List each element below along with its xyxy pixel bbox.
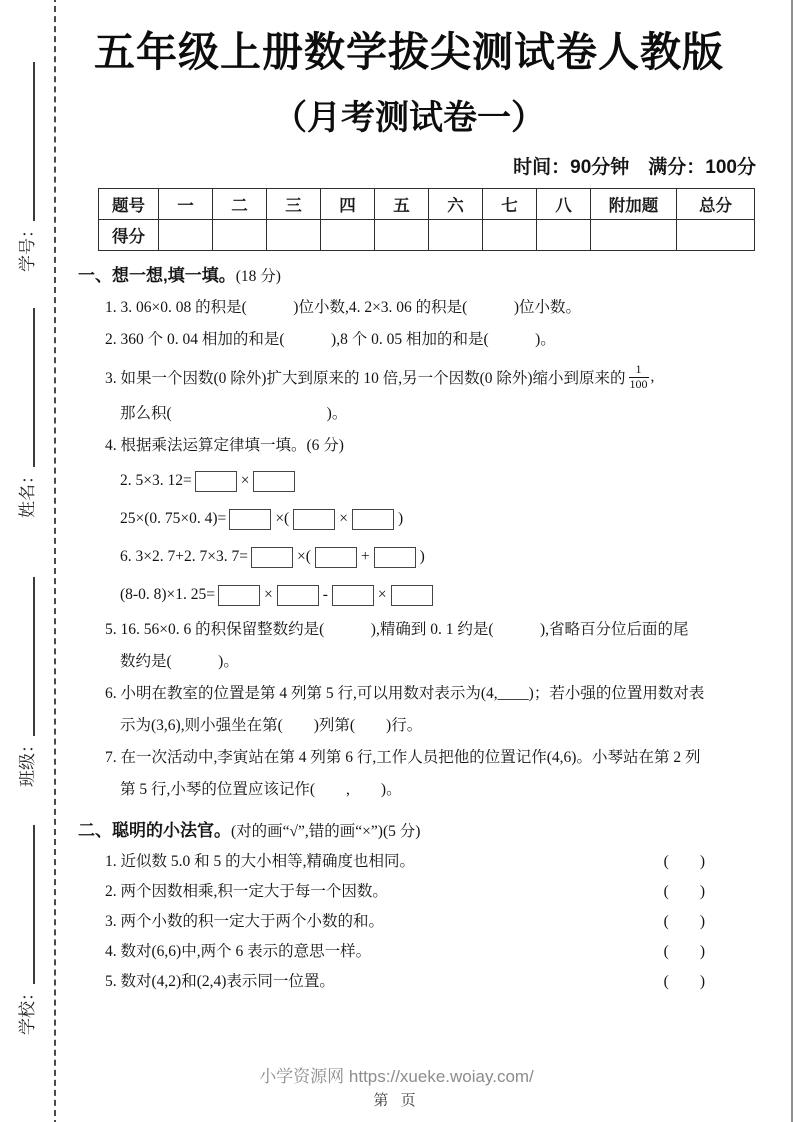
answer-box (277, 585, 319, 606)
fraction-numerator: 1 (635, 361, 642, 376)
fraction-denominator: 100 (629, 376, 648, 391)
student-name-field (14, 308, 38, 518)
true-false-text: 3. 两个小数的积一定大于两个小数的和。 (105, 913, 385, 930)
question-1: 1. 3. 06×0. 08 的积是( )位小数,4. 2×3. 06 的积是( )位小数。 (105, 299, 582, 316)
question-4: 4. 根据乘法运算定律填一填。(6 分) (105, 437, 344, 454)
question-3-line-2: 那么积( )。 (120, 405, 348, 422)
score-table-header-cell: 六 (429, 189, 483, 220)
equation-1-lhs: 2. 5×3. 12= (120, 472, 192, 489)
answer-box (251, 547, 293, 568)
true-false-answer-blank: ( ) (663, 913, 705, 930)
equation-3-operator-3: ) (419, 548, 425, 565)
score-cell-empty (321, 220, 375, 251)
score-table-header-cell: 附加题 (591, 189, 677, 220)
time-and-score-note: 时间：90分钟 满分：100分 (513, 157, 756, 178)
equation-3-lhs: 6. 3×2. 7+2. 7×3. 7= (120, 548, 248, 565)
answer-box (293, 509, 335, 530)
section-1-title: 一、想一想,填一填。 (78, 266, 236, 285)
score-cell-empty (213, 220, 267, 251)
score-cell-empty (591, 220, 677, 251)
question-6-line-2: 示为(3,6),则小强坐在第( )列第( )行。 (120, 717, 423, 734)
true-false-item-5 (105, 967, 705, 997)
true-false-item-1 (105, 847, 705, 877)
equation-2-operator-3: ) (397, 510, 404, 527)
source-site-text: 小学资源网 https://xueke.woiay.com/ (259, 1067, 534, 1086)
equation-2-operator-2: × (339, 510, 348, 527)
question-3-line-1 (105, 356, 760, 398)
answer-box (218, 585, 260, 606)
question-7-line-2: 第 5 行,小琴的位置应该记作( , )。 (120, 781, 402, 798)
answer-box (229, 509, 271, 530)
score-table-header-cell: 七 (483, 189, 537, 220)
class-label: 班级： (18, 736, 37, 787)
paper-subtitle: （月考测试卷一） (273, 99, 545, 137)
score-table (98, 188, 755, 251)
equation-2-operator-1: ×( (275, 510, 290, 527)
question-3-comma: , (650, 368, 655, 385)
equation-2-lhs: 25×(0. 75×0. 4)= (120, 510, 227, 527)
question-3-text: 3. 如果一个因数(0 除外)扩大到原来的 10 倍,另一个因数(0 除外)缩小到原来的 (105, 370, 626, 387)
score-table-header-cell: 五 (375, 189, 429, 220)
paper-content (58, 0, 760, 997)
score-table-header-cell: 题号 (99, 189, 159, 220)
answer-box (195, 471, 237, 492)
score-table-header-cell: 八 (537, 189, 591, 220)
score-table-score-row (99, 220, 755, 251)
equation-4-operator-3: × (377, 586, 387, 603)
equation-4 (120, 576, 760, 614)
score-table-header-row (99, 189, 755, 220)
fraction-1-over-100 (629, 363, 649, 392)
answer-box (352, 509, 394, 530)
answer-box (253, 471, 295, 492)
score-table-header-cell: 三 (267, 189, 321, 220)
true-false-text: 2. 两个因数相乘,积一定大于每一个因数。 (105, 883, 388, 900)
true-false-text: 5. 数对(4,2)和(2,4)表示同一位置。 (105, 973, 335, 990)
equation-4-lhs: (8-0. 8)×1. 25= (120, 586, 215, 603)
student-number-field (14, 62, 38, 272)
paper-title: 五年级上册数学拔尖测试卷人教版 (94, 29, 724, 75)
true-false-item-2 (105, 877, 705, 907)
question-2: 2. 360 个 0. 04 相加的和是( ),8 个 0. 05 相加的和是( )。 (105, 331, 556, 348)
score-cell-empty (159, 220, 213, 251)
answer-box (332, 585, 374, 606)
school-blank-line (33, 825, 35, 984)
page-footer (0, 1066, 793, 1111)
school-field (14, 825, 38, 1035)
equation-2 (120, 500, 760, 538)
score-row-label: 得分 (99, 220, 159, 251)
score-table-header-cell: 二 (213, 189, 267, 220)
equation-3-operator-1: ×( (296, 548, 311, 565)
question-7-line-1: 7. 在一次活动中,李寅站在第 4 列第 6 行,工作人员把他的位置记作(4,6)。小琴站在第 2 列 (105, 749, 701, 766)
question-5-line-2: 数约是( )。 (120, 653, 239, 670)
score-table-header-cell: 四 (321, 189, 375, 220)
student-name-label: 姓名： (18, 467, 37, 518)
true-false-answer-blank: ( ) (663, 973, 705, 990)
equation-3 (120, 538, 760, 576)
answer-box (315, 547, 357, 568)
score-cell-empty (677, 220, 755, 251)
equation-3-operator-2: + (360, 548, 370, 565)
student-number-label: 学号： (18, 221, 37, 272)
section-2-heading (58, 816, 760, 847)
section-1-heading (58, 261, 760, 292)
true-false-answer-blank: ( ) (663, 943, 705, 960)
score-table-header-cell: 一 (159, 189, 213, 220)
question-6-line-1: 6. 小明在教室的位置是第 4 列第 5 行,可以用数对表示为(4,____)；若小强的位置用数对表 (105, 685, 705, 702)
score-cell-empty (483, 220, 537, 251)
true-false-answer-blank: ( ) (663, 853, 705, 870)
score-cell-empty (429, 220, 483, 251)
true-false-item-4 (105, 937, 705, 967)
section-2-note: (对的画“√”,错的画“×”)(5 分) (231, 823, 421, 840)
true-false-text: 4. 数对(6,6)中,两个 6 表示的意思一样。 (105, 943, 372, 960)
score-cell-empty (375, 220, 429, 251)
true-false-text: 1. 近似数 5.0 和 5 的大小相等,精确度也相同。 (105, 853, 416, 870)
student-number-blank-line (33, 62, 35, 221)
page-number: 第 页 (373, 1092, 420, 1109)
section-1-points: (18 分) (235, 268, 281, 285)
equation-4-operator-2: - (322, 586, 328, 603)
fold-dashed-line (54, 0, 56, 1122)
answer-box (391, 585, 433, 606)
answer-box (374, 547, 416, 568)
question-5-line-1: 5. 16. 56×0. 6 的积保留整数约是( ),精确到 0. 1 约是( ),省略百分位后面的尾 (105, 621, 689, 638)
true-false-answer-blank: ( ) (663, 883, 705, 900)
equation-1 (120, 462, 760, 500)
equation-1-operator: × (240, 472, 250, 489)
student-name-blank-line (33, 308, 35, 467)
true-false-item-3 (105, 907, 705, 937)
section-2-title: 二、聪明的小法官。 (78, 821, 231, 840)
score-cell-empty (537, 220, 591, 251)
equation-4-operator-1: × (263, 586, 273, 603)
score-cell-empty (267, 220, 321, 251)
class-field (14, 577, 38, 787)
class-blank-line (33, 577, 35, 736)
school-label: 学校： (18, 984, 37, 1035)
score-table-header-cell: 总分 (677, 189, 755, 220)
